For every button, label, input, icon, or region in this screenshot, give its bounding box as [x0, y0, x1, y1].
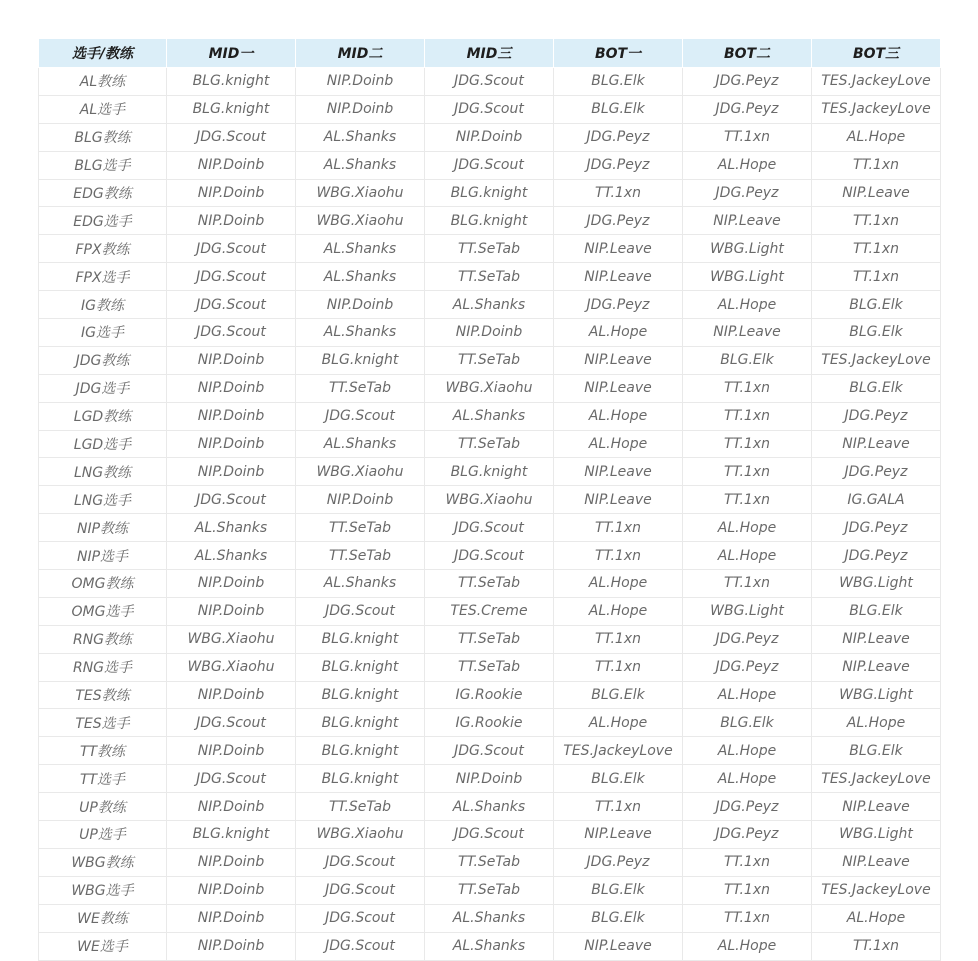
cell-bot-2: TT.1xn	[683, 458, 812, 486]
cell-bot-2: BLG.Elk	[683, 346, 812, 374]
cell-bot-3: BLG.Elk	[812, 319, 941, 347]
cell-bot-1: NIP.Leave	[554, 346, 683, 374]
cell-mid-2: WBG.Xiaohu	[296, 458, 425, 486]
cell-mid-2: BLG.knight	[296, 346, 425, 374]
cell-bot-1: AL.Hope	[554, 709, 683, 737]
cell-mid-1: JDG.Scout	[167, 709, 296, 737]
cell-mid-1: JDG.Scout	[167, 263, 296, 291]
cell-bot-3: TES.JackeyLove	[812, 95, 941, 123]
cell-mid-3: JDG.Scout	[425, 514, 554, 542]
cell-mid-1: JDG.Scout	[167, 235, 296, 263]
cell-bot-2: TT.1xn	[683, 848, 812, 876]
cell-bot-3: BLG.Elk	[812, 737, 941, 765]
cell-mid-1: NIP.Doinb	[167, 374, 296, 402]
cell-mid-2: BLG.knight	[296, 625, 425, 653]
cell-mid-1: NIP.Doinb	[167, 402, 296, 430]
cell-bot-3: AL.Hope	[812, 904, 941, 932]
cell-team-role: UP教练	[39, 793, 167, 821]
table-row	[39, 123, 941, 151]
cell-bot-1: AL.Hope	[554, 402, 683, 430]
cell-team-role: RNG教练	[39, 625, 167, 653]
cell-bot-1: TT.1xn	[554, 625, 683, 653]
cell-mid-2: JDG.Scout	[296, 932, 425, 960]
cell-mid-1: NIP.Doinb	[167, 179, 296, 207]
cell-mid-1: NIP.Doinb	[167, 848, 296, 876]
cell-mid-1: WBG.Xiaohu	[167, 653, 296, 681]
cell-bot-2: BLG.Elk	[683, 709, 812, 737]
cell-mid-3: AL.Shanks	[425, 932, 554, 960]
table-row	[39, 402, 941, 430]
cell-team-role: EDG教练	[39, 179, 167, 207]
cell-bot-1: TT.1xn	[554, 653, 683, 681]
cell-mid-1: NIP.Doinb	[167, 458, 296, 486]
cell-team-role: IG教练	[39, 291, 167, 319]
cell-bot-1: BLG.Elk	[554, 95, 683, 123]
cell-mid-1: BLG.knight	[167, 821, 296, 849]
cell-bot-1: AL.Hope	[554, 597, 683, 625]
table-row	[39, 263, 941, 291]
table-row	[39, 542, 941, 570]
cell-bot-1: TT.1xn	[554, 793, 683, 821]
cell-mid-3: TT.SeTab	[425, 263, 554, 291]
cell-mid-2: JDG.Scout	[296, 848, 425, 876]
header-bot-3: BOT三	[812, 39, 941, 68]
cell-bot-1: JDG.Peyz	[554, 291, 683, 319]
cell-mid-2: JDG.Scout	[296, 597, 425, 625]
cell-bot-2: JDG.Peyz	[683, 821, 812, 849]
cell-bot-3: IG.GALA	[812, 486, 941, 514]
cell-mid-3: TT.SeTab	[425, 653, 554, 681]
table-row	[39, 235, 941, 263]
cell-bot-2: AL.Hope	[683, 151, 812, 179]
cell-bot-2: TT.1xn	[683, 402, 812, 430]
cell-bot-1: BLG.Elk	[554, 876, 683, 904]
table-row	[39, 151, 941, 179]
cell-bot-1: NIP.Leave	[554, 263, 683, 291]
cell-bot-2: TT.1xn	[683, 123, 812, 151]
table-row	[39, 514, 941, 542]
cell-team-role: WE教练	[39, 904, 167, 932]
cell-mid-1: NIP.Doinb	[167, 681, 296, 709]
table-row	[39, 319, 941, 347]
table-row	[39, 737, 941, 765]
cell-mid-3: BLG.knight	[425, 179, 554, 207]
cell-mid-3: IG.Rookie	[425, 681, 554, 709]
cell-mid-1: NIP.Doinb	[167, 904, 296, 932]
cell-bot-3: BLG.Elk	[812, 291, 941, 319]
cell-bot-3: JDG.Peyz	[812, 458, 941, 486]
cell-mid-3: TT.SeTab	[425, 848, 554, 876]
cell-bot-3: JDG.Peyz	[812, 514, 941, 542]
cell-mid-3: AL.Shanks	[425, 793, 554, 821]
cell-bot-2: JDG.Peyz	[683, 68, 812, 96]
cell-mid-2: NIP.Doinb	[296, 68, 425, 96]
cell-bot-2: AL.Hope	[683, 542, 812, 570]
cell-mid-3: AL.Shanks	[425, 291, 554, 319]
cell-mid-1: NIP.Doinb	[167, 932, 296, 960]
cell-bot-3: NIP.Leave	[812, 430, 941, 458]
cell-mid-3: TES.Creme	[425, 597, 554, 625]
table-row	[39, 625, 941, 653]
cell-team-role: UP选手	[39, 821, 167, 849]
cell-bot-3: TES.JackeyLove	[812, 346, 941, 374]
cell-bot-1: AL.Hope	[554, 570, 683, 598]
cell-mid-1: AL.Shanks	[167, 514, 296, 542]
pick-table-container	[38, 38, 941, 961]
cell-bot-3: BLG.Elk	[812, 374, 941, 402]
cell-mid-1: NIP.Doinb	[167, 207, 296, 235]
table-row	[39, 95, 941, 123]
cell-mid-3: AL.Shanks	[425, 402, 554, 430]
cell-mid-2: AL.Shanks	[296, 123, 425, 151]
cell-mid-2: BLG.knight	[296, 737, 425, 765]
cell-team-role: LNG教练	[39, 458, 167, 486]
cell-bot-3: BLG.Elk	[812, 597, 941, 625]
cell-bot-3: WBG.Light	[812, 821, 941, 849]
header-bot-1: BOT一	[554, 39, 683, 68]
cell-mid-3: TT.SeTab	[425, 430, 554, 458]
cell-mid-3: NIP.Doinb	[425, 319, 554, 347]
cell-mid-3: WBG.Xiaohu	[425, 374, 554, 402]
cell-mid-2: TT.SeTab	[296, 542, 425, 570]
cell-mid-2: BLG.knight	[296, 653, 425, 681]
table-row	[39, 570, 941, 598]
cell-team-role: RNG选手	[39, 653, 167, 681]
cell-team-role: NIP选手	[39, 542, 167, 570]
cell-mid-2: AL.Shanks	[296, 319, 425, 347]
cell-bot-3: NIP.Leave	[812, 625, 941, 653]
cell-mid-1: JDG.Scout	[167, 765, 296, 793]
cell-bot-2: JDG.Peyz	[683, 793, 812, 821]
cell-mid-1: NIP.Doinb	[167, 737, 296, 765]
cell-bot-2: AL.Hope	[683, 737, 812, 765]
cell-bot-1: AL.Hope	[554, 430, 683, 458]
cell-team-role: TT选手	[39, 765, 167, 793]
cell-bot-1: JDG.Peyz	[554, 151, 683, 179]
table-row	[39, 709, 941, 737]
cell-bot-1: TT.1xn	[554, 542, 683, 570]
cell-mid-3: AL.Shanks	[425, 904, 554, 932]
cell-bot-3: TT.1xn	[812, 207, 941, 235]
cell-mid-3: BLG.knight	[425, 207, 554, 235]
header-mid-2: MID二	[296, 39, 425, 68]
header-mid-3: MID三	[425, 39, 554, 68]
table-row	[39, 68, 941, 96]
cell-bot-1: JDG.Peyz	[554, 123, 683, 151]
cell-team-role: IG选手	[39, 319, 167, 347]
cell-team-role: JDG教练	[39, 346, 167, 374]
cell-bot-3: NIP.Leave	[812, 848, 941, 876]
cell-bot-2: AL.Hope	[683, 681, 812, 709]
table-row	[39, 932, 941, 960]
header-bot-2: BOT二	[683, 39, 812, 68]
cell-mid-3: JDG.Scout	[425, 95, 554, 123]
cell-mid-2: BLG.knight	[296, 765, 425, 793]
cell-bot-3: TT.1xn	[812, 235, 941, 263]
cell-mid-3: TT.SeTab	[425, 570, 554, 598]
cell-mid-2: WBG.Xiaohu	[296, 207, 425, 235]
cell-team-role: EDG选手	[39, 207, 167, 235]
cell-mid-3: TT.SeTab	[425, 625, 554, 653]
cell-bot-3: JDG.Peyz	[812, 402, 941, 430]
cell-mid-3: JDG.Scout	[425, 542, 554, 570]
cell-team-role: TES教练	[39, 681, 167, 709]
cell-bot-2: TT.1xn	[683, 430, 812, 458]
cell-bot-2: TT.1xn	[683, 904, 812, 932]
cell-bot-3: TT.1xn	[812, 932, 941, 960]
table-row	[39, 179, 941, 207]
cell-mid-2: AL.Shanks	[296, 430, 425, 458]
cell-bot-1: NIP.Leave	[554, 932, 683, 960]
cell-team-role: AL选手	[39, 95, 167, 123]
cell-team-role: LGD选手	[39, 430, 167, 458]
cell-mid-2: BLG.knight	[296, 709, 425, 737]
table-row	[39, 793, 941, 821]
cell-team-role: WBG教练	[39, 848, 167, 876]
cell-mid-1: BLG.knight	[167, 95, 296, 123]
pick-table	[38, 38, 941, 961]
cell-team-role: OMG选手	[39, 597, 167, 625]
cell-mid-2: JDG.Scout	[296, 876, 425, 904]
cell-bot-1: BLG.Elk	[554, 681, 683, 709]
table-body	[39, 68, 941, 961]
cell-bot-3: TT.1xn	[812, 151, 941, 179]
cell-bot-3: NIP.Leave	[812, 179, 941, 207]
cell-bot-1: BLG.Elk	[554, 68, 683, 96]
cell-bot-1: NIP.Leave	[554, 486, 683, 514]
cell-bot-2: TT.1xn	[683, 876, 812, 904]
cell-mid-2: BLG.knight	[296, 681, 425, 709]
cell-bot-2: WBG.Light	[683, 263, 812, 291]
cell-mid-3: NIP.Doinb	[425, 123, 554, 151]
cell-mid-3: JDG.Scout	[425, 68, 554, 96]
cell-bot-1: NIP.Leave	[554, 458, 683, 486]
cell-team-role: FPX教练	[39, 235, 167, 263]
cell-bot-1: NIP.Leave	[554, 821, 683, 849]
cell-mid-2: TT.SeTab	[296, 793, 425, 821]
cell-team-role: BLG教练	[39, 123, 167, 151]
cell-team-role: NIP教练	[39, 514, 167, 542]
cell-mid-3: TT.SeTab	[425, 346, 554, 374]
table-header	[39, 39, 941, 68]
cell-bot-1: TT.1xn	[554, 514, 683, 542]
cell-mid-1: NIP.Doinb	[167, 430, 296, 458]
cell-mid-1: NIP.Doinb	[167, 570, 296, 598]
cell-mid-3: WBG.Xiaohu	[425, 486, 554, 514]
table-row	[39, 597, 941, 625]
cell-mid-2: AL.Shanks	[296, 570, 425, 598]
cell-bot-2: TT.1xn	[683, 486, 812, 514]
cell-bot-1: BLG.Elk	[554, 904, 683, 932]
cell-mid-1: WBG.Xiaohu	[167, 625, 296, 653]
cell-mid-1: NIP.Doinb	[167, 793, 296, 821]
cell-bot-1: JDG.Peyz	[554, 207, 683, 235]
cell-bot-2: JDG.Peyz	[683, 653, 812, 681]
cell-bot-2: AL.Hope	[683, 291, 812, 319]
cell-team-role: OMG教练	[39, 570, 167, 598]
cell-mid-1: NIP.Doinb	[167, 597, 296, 625]
cell-bot-1: TT.1xn	[554, 179, 683, 207]
cell-bot-2: WBG.Light	[683, 597, 812, 625]
cell-team-role: BLG选手	[39, 151, 167, 179]
cell-mid-2: NIP.Doinb	[296, 291, 425, 319]
cell-bot-3: TES.JackeyLove	[812, 68, 941, 96]
cell-bot-2: JDG.Peyz	[683, 95, 812, 123]
cell-bot-2: NIP.Leave	[683, 207, 812, 235]
cell-bot-1: BLG.Elk	[554, 765, 683, 793]
cell-bot-1: NIP.Leave	[554, 374, 683, 402]
cell-bot-1: NIP.Leave	[554, 235, 683, 263]
cell-bot-2: AL.Hope	[683, 932, 812, 960]
cell-team-role: AL教练	[39, 68, 167, 96]
table-row	[39, 904, 941, 932]
cell-bot-1: TES.JackeyLove	[554, 737, 683, 765]
cell-team-role: JDG选手	[39, 374, 167, 402]
cell-bot-3: TES.JackeyLove	[812, 765, 941, 793]
cell-mid-2: WBG.Xiaohu	[296, 179, 425, 207]
table-row	[39, 848, 941, 876]
cell-mid-3: IG.Rookie	[425, 709, 554, 737]
cell-bot-3: WBG.Light	[812, 570, 941, 598]
cell-bot-2: AL.Hope	[683, 514, 812, 542]
cell-mid-3: BLG.knight	[425, 458, 554, 486]
cell-bot-3: NIP.Leave	[812, 793, 941, 821]
cell-mid-3: JDG.Scout	[425, 737, 554, 765]
cell-mid-2: WBG.Xiaohu	[296, 821, 425, 849]
cell-bot-2: TT.1xn	[683, 570, 812, 598]
table-row	[39, 653, 941, 681]
cell-bot-2: WBG.Light	[683, 235, 812, 263]
cell-team-role: LNG选手	[39, 486, 167, 514]
table-row	[39, 876, 941, 904]
table-row	[39, 486, 941, 514]
cell-mid-1: AL.Shanks	[167, 542, 296, 570]
cell-mid-1: NIP.Doinb	[167, 876, 296, 904]
cell-bot-3: TES.JackeyLove	[812, 876, 941, 904]
cell-mid-1: JDG.Scout	[167, 486, 296, 514]
cell-bot-1: AL.Hope	[554, 319, 683, 347]
cell-mid-2: AL.Shanks	[296, 263, 425, 291]
cell-mid-3: TT.SeTab	[425, 876, 554, 904]
cell-mid-3: NIP.Doinb	[425, 765, 554, 793]
cell-bot-2: JDG.Peyz	[683, 179, 812, 207]
table-row	[39, 346, 941, 374]
table-row	[39, 291, 941, 319]
cell-team-role: WE选手	[39, 932, 167, 960]
cell-mid-2: JDG.Scout	[296, 402, 425, 430]
cell-team-role: TT教练	[39, 737, 167, 765]
cell-mid-2: NIP.Doinb	[296, 95, 425, 123]
header-row	[39, 39, 941, 68]
cell-mid-2: AL.Shanks	[296, 235, 425, 263]
cell-bot-2: TT.1xn	[683, 374, 812, 402]
cell-mid-1: BLG.knight	[167, 68, 296, 96]
cell-bot-2: NIP.Leave	[683, 319, 812, 347]
cell-mid-3: TT.SeTab	[425, 235, 554, 263]
table-row	[39, 207, 941, 235]
cell-mid-2: JDG.Scout	[296, 904, 425, 932]
table-row	[39, 458, 941, 486]
cell-mid-1: JDG.Scout	[167, 123, 296, 151]
table-row	[39, 681, 941, 709]
cell-bot-2: AL.Hope	[683, 765, 812, 793]
table-row	[39, 765, 941, 793]
cell-mid-2: AL.Shanks	[296, 151, 425, 179]
table-row	[39, 821, 941, 849]
cell-mid-2: NIP.Doinb	[296, 486, 425, 514]
cell-bot-3: WBG.Light	[812, 681, 941, 709]
cell-bot-1: JDG.Peyz	[554, 848, 683, 876]
cell-mid-1: JDG.Scout	[167, 291, 296, 319]
cell-team-role: TES选手	[39, 709, 167, 737]
cell-mid-3: JDG.Scout	[425, 151, 554, 179]
cell-bot-3: TT.1xn	[812, 263, 941, 291]
cell-mid-1: JDG.Scout	[167, 319, 296, 347]
cell-mid-2: TT.SeTab	[296, 514, 425, 542]
header-mid-1: MID一	[167, 39, 296, 68]
cell-team-role: FPX选手	[39, 263, 167, 291]
table-row	[39, 374, 941, 402]
cell-mid-2: TT.SeTab	[296, 374, 425, 402]
cell-team-role: LGD教练	[39, 402, 167, 430]
header-team-role: 选手/教练	[39, 39, 167, 68]
cell-bot-3: AL.Hope	[812, 123, 941, 151]
cell-team-role: WBG选手	[39, 876, 167, 904]
cell-mid-1: NIP.Doinb	[167, 346, 296, 374]
cell-bot-3: AL.Hope	[812, 709, 941, 737]
table-row	[39, 430, 941, 458]
cell-mid-3: JDG.Scout	[425, 821, 554, 849]
cell-mid-1: NIP.Doinb	[167, 151, 296, 179]
cell-bot-3: JDG.Peyz	[812, 542, 941, 570]
cell-bot-2: JDG.Peyz	[683, 625, 812, 653]
cell-bot-3: NIP.Leave	[812, 653, 941, 681]
